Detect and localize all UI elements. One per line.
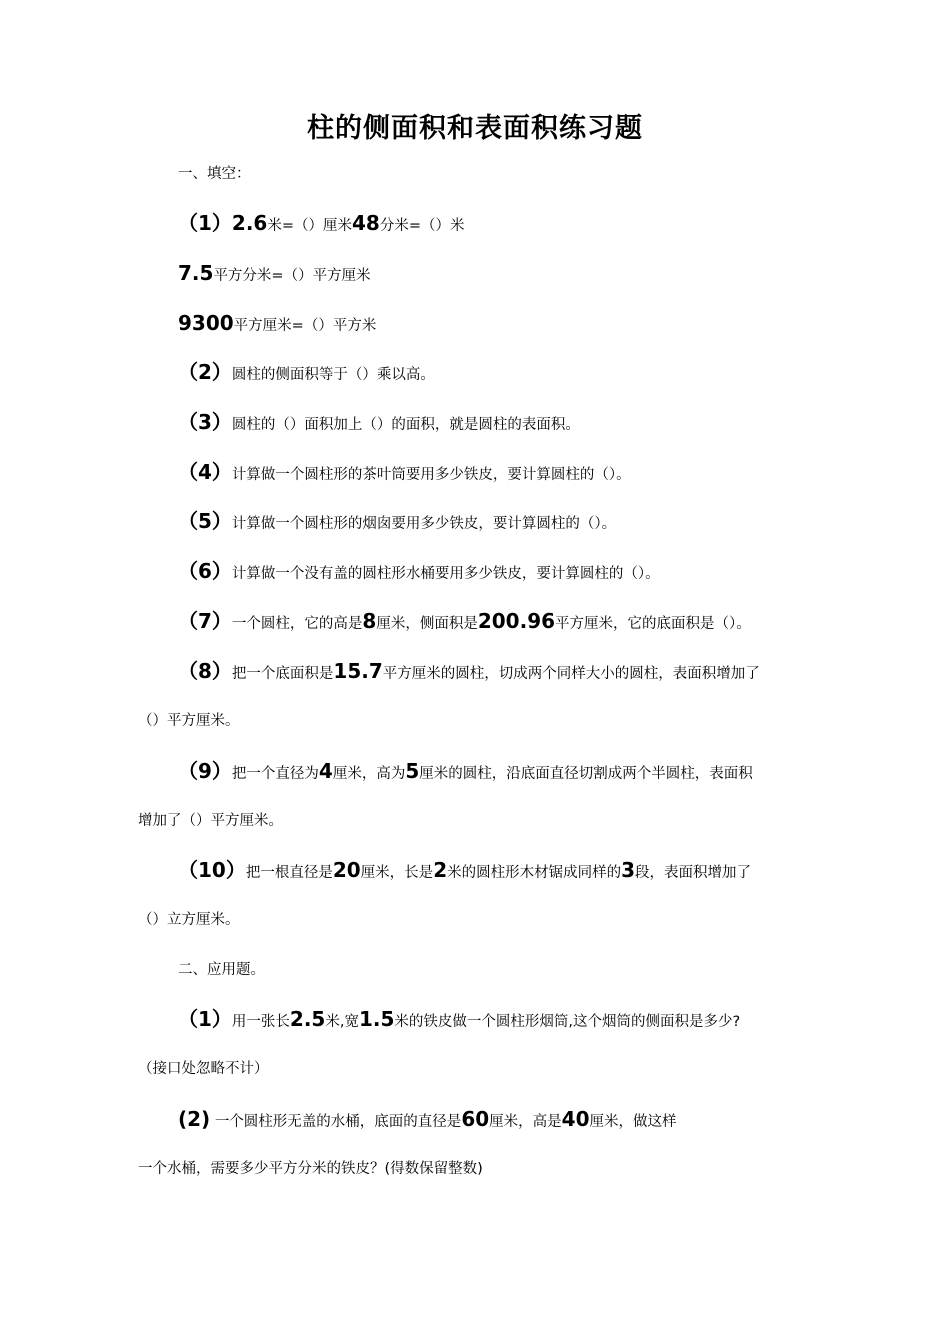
- question-3: [178, 407, 580, 437]
- text: 平方厘米，它的底面积是（）。: [555, 616, 751, 632]
- question-number: （6）: [178, 559, 232, 583]
- text: 厘米，长是: [360, 865, 434, 881]
- problem-2-continued: 一个水桶，需要多少平方分米的铁皮？(得数保留整数): [138, 1161, 483, 1177]
- problem-2: [178, 1104, 677, 1134]
- value: 40: [561, 1107, 590, 1131]
- question-2: [178, 357, 435, 387]
- value: 3: [621, 858, 636, 882]
- text: 分米=（）米: [379, 218, 465, 234]
- question-number: （4）: [178, 460, 232, 484]
- text: 平方分米=（）平方厘米: [213, 268, 371, 284]
- text: 段，表面积增加了: [635, 865, 752, 881]
- value: 200.96: [477, 609, 556, 633]
- text: 米=（）厘米: [267, 218, 353, 234]
- question-8: [178, 656, 760, 686]
- value: 2.5: [289, 1007, 326, 1031]
- text: 圆柱的侧面积等于（）乘以高。: [231, 367, 435, 383]
- question-number: （5）: [178, 509, 232, 533]
- text: 把一个底面积是: [231, 666, 334, 682]
- text: 米的铁皮做一个圆柱形烟筒,这个烟筒的侧面积是多少?: [394, 1014, 741, 1030]
- text: 厘米，侧面积是: [376, 616, 478, 632]
- value: 9300: [178, 311, 234, 335]
- value: 7.5: [178, 261, 214, 285]
- page-title: 柱的侧面积和表面积练习题: [307, 113, 643, 144]
- question-number: （8）: [178, 659, 232, 683]
- text: 厘米，高是: [489, 1114, 562, 1130]
- text: 米的圆柱形木材锯成同样的: [447, 865, 622, 881]
- question-9-continued: 增加了（）平方厘米。: [138, 813, 283, 829]
- value: 4: [318, 759, 333, 783]
- section-heading-fill-blank: 一、填空：: [178, 166, 251, 182]
- question-1-line-2: [178, 258, 371, 288]
- text: 计算做一个圆柱形的烟囱要用多少铁皮，要计算圆柱的（）。: [231, 516, 617, 532]
- text: 计算做一个圆柱形的茶叶筒要用多少铁皮，要计算圆柱的（）。: [231, 467, 631, 483]
- value: 5: [405, 759, 420, 783]
- value: 60: [461, 1107, 490, 1131]
- question-number: （1）: [178, 1007, 232, 1031]
- question-7: [178, 606, 751, 636]
- value: 48: [352, 211, 380, 235]
- question-number: （7）: [178, 609, 232, 633]
- problem-1: [178, 1004, 740, 1034]
- question-1-line-3: [178, 308, 376, 338]
- text: 平方厘米=（）平方米: [233, 318, 377, 334]
- section-heading-word-problems: 二、应用题。: [178, 962, 265, 978]
- value: 2.6: [231, 211, 268, 235]
- text: 米,宽: [325, 1014, 359, 1030]
- value: 1.5: [358, 1007, 395, 1031]
- text: 一个圆柱，它的高是: [231, 616, 363, 632]
- question-number: （3）: [178, 410, 232, 434]
- question-5: [178, 506, 616, 536]
- value: 2: [433, 858, 448, 882]
- question-9: [178, 756, 753, 786]
- question-1: [178, 208, 465, 238]
- question-number: （10）: [178, 858, 246, 882]
- question-10: [178, 855, 751, 885]
- text: 厘米的圆柱，沿底面直径切割成两个半圆柱，表面积: [419, 766, 753, 782]
- question-number: （9）: [178, 759, 232, 783]
- text: 平方厘米的圆柱，切成两个同样大小的圆柱，表面积增加了: [382, 666, 760, 682]
- question-number: （1）: [178, 211, 232, 235]
- text: 厘米，做这样: [589, 1114, 677, 1130]
- value: 20: [332, 858, 361, 882]
- text: 一个圆柱形无盖的水桶，底面的直径是: [214, 1114, 462, 1130]
- question-6: [178, 556, 660, 586]
- problem-1-continued: （接口处忽略不计）: [138, 1061, 269, 1077]
- question-8-continued: （）平方厘米。: [138, 713, 240, 729]
- text: 把一根直径是: [245, 865, 333, 881]
- text: 用一张长: [231, 1014, 290, 1030]
- text: 圆柱的（）面积加上（）的面积，就是圆柱的表面积。: [231, 417, 580, 433]
- value: 15.7: [333, 659, 383, 683]
- text: 把一个直径为: [231, 766, 319, 782]
- question-number: (2): [178, 1107, 211, 1131]
- question-4: [178, 457, 631, 487]
- value: 8: [362, 609, 377, 633]
- question-number: （2）: [178, 360, 232, 384]
- question-10-continued: （）立方厘米。: [138, 912, 240, 928]
- text: 厘米，高为: [332, 766, 406, 782]
- text: 计算做一个没有盖的圆柱形水桶要用多少铁皮，要计算圆柱的（）。: [231, 566, 660, 582]
